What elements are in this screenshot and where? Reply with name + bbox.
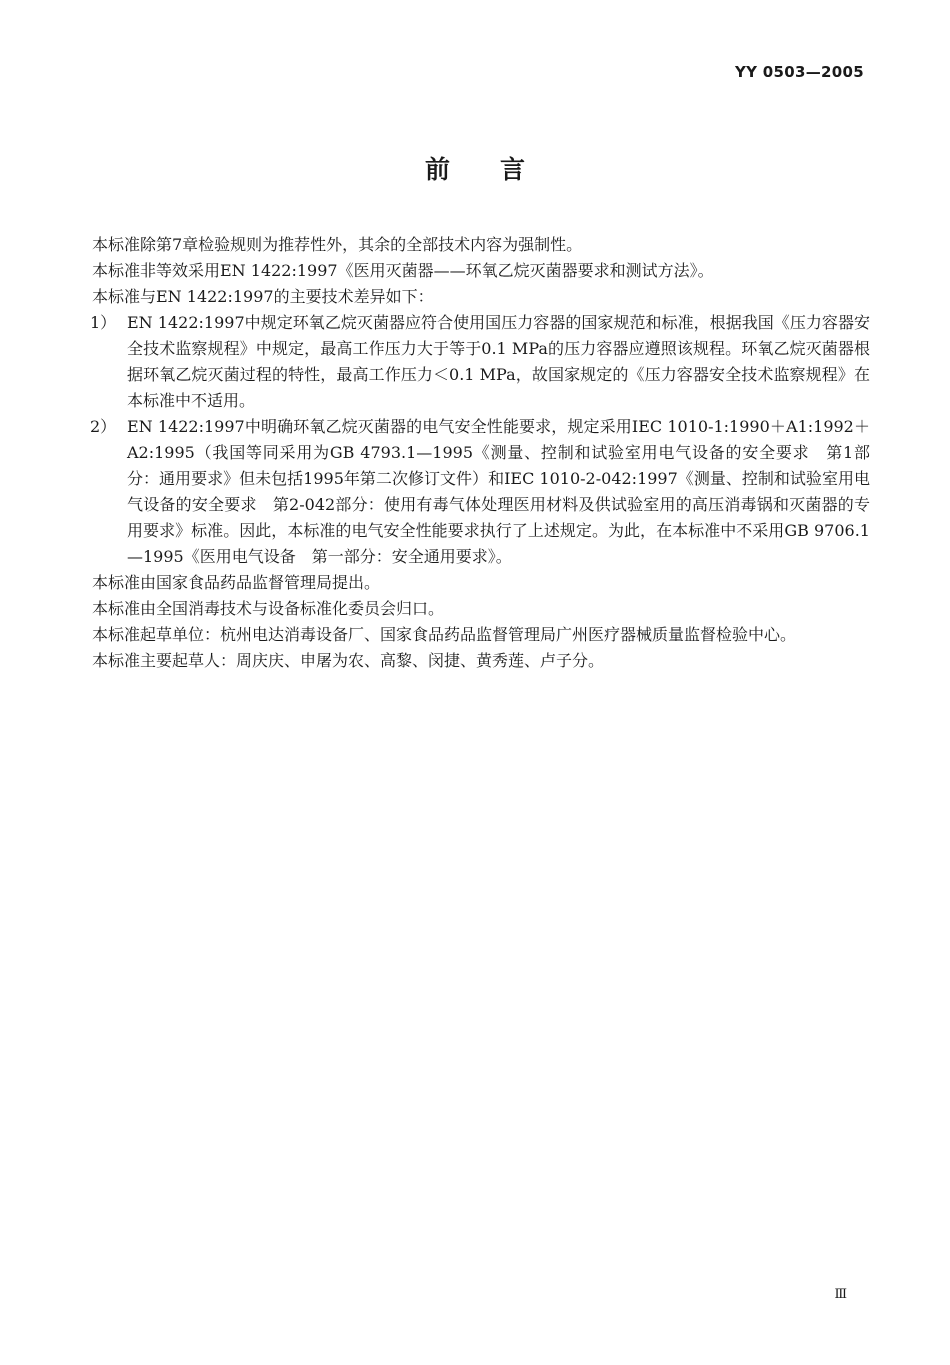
paragraph-drafting-organizations: 本标准起草单位：杭州电达消毒设备厂、国家食品药品监督管理局广州医疗器械质量监督检验中心。 [92, 625, 797, 644]
page-number: Ⅲ [834, 1287, 847, 1302]
foreword-body [60, 232, 870, 674]
item-text: EN 1422:1997中明确环氧乙烷灭菌器的电气安全性能要求，规定采用IEC 1010-1:1990＋A1:1992＋A2:1995（我国等同采用为GB 4793.1—1995《测量、控制和试验室用电气设备的安全要求 第1部分：通用要求》但未包括1995年第二次修订文件）和IEC 1010-2-042:1997《测量、控制和试验室用电气设备的安全要求 第2-042部分：使用有毒气体处理医用材料及供试验室用的高压消毒锅和灭菌器的专用要求》标准。因此，本标准的电气安全性能要求执行了上述规定。为此，在本标准中不采用GB 9706.1—1995《医用电气设备 第一部分：安全通用要求》。 [127, 417, 870, 566]
difference-item-2 [60, 414, 870, 570]
item-number: 2） [90, 417, 117, 436]
difference-item-1 [60, 310, 870, 414]
standard-number: YY 0503—2005 [734, 63, 864, 81]
paragraph-adoption: 本标准非等效采用EN 1422:1997《医用灭菌器——环氧乙烷灭菌器要求和测试方法》。 [92, 261, 714, 280]
paragraph-proposer: 本标准由国家食品药品监督管理局提出。 [92, 573, 381, 592]
paragraph-technical-committee: 本标准由全国消毒技术与设备标准化委员会归口。 [92, 599, 445, 618]
paragraph-mandatory-scope: 本标准除第7章检验规则为推荐性外，其余的全部技术内容为强制性。 [92, 235, 583, 254]
page-title: 前言 [424, 155, 575, 184]
paragraph-differences-intro: 本标准与EN 1422:1997的主要技术差异如下： [92, 287, 434, 306]
item-text: EN 1422:1997中规定环氧乙烷灭菌器应符合使用国压力容器的国家规范和标准，根据我国《压力容器安全技术监察规程》中规定，最高工作压力大于等于0.1 MPa的压力容器应遵照该规程。环氧乙烷灭菌器根据环氧乙烷灭菌过程的特性，最高工作压力＜0.1 MPa，故国家规定的《压力容器安全技术监察规程》在本标准中不适用。 [127, 313, 870, 410]
item-number: 1） [90, 313, 117, 332]
paragraph-drafters: 本标准主要起草人：周庆庆、申屠为农、高黎、闵捷、黄秀莲、卢子分。 [92, 651, 605, 670]
